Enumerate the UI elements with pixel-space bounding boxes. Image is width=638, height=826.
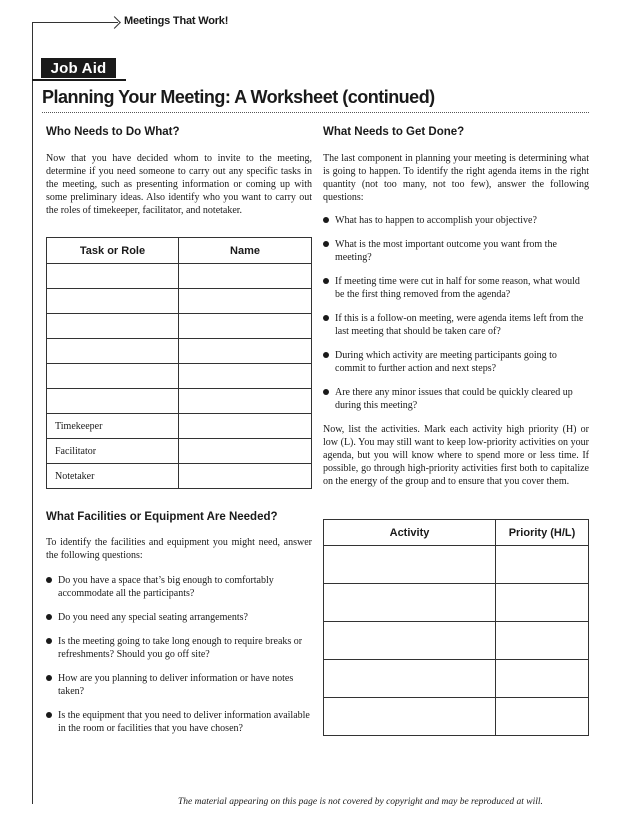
bullet-item	[323, 349, 589, 375]
task-table-row	[47, 439, 312, 464]
bullet-item	[46, 611, 312, 624]
task-table-row	[47, 339, 312, 364]
activity-table-body	[324, 546, 589, 736]
footer-note: The material appearing on this page is not covered by copyright and may be reproduced at will.	[178, 797, 543, 807]
bullet-item	[323, 275, 589, 301]
name-cell[interactable]	[179, 289, 312, 314]
priority-cell[interactable]	[496, 698, 589, 736]
task-table-row	[47, 414, 312, 439]
bullet-dot-icon	[46, 614, 52, 620]
job-aid-underline	[32, 79, 126, 81]
task-cell[interactable]	[47, 264, 179, 289]
activity-table-row	[324, 584, 589, 622]
task-col-header: Task or Role	[47, 238, 179, 264]
activity-col-header: Activity	[324, 520, 496, 546]
activity-cell[interactable]	[324, 584, 496, 622]
bullet-item	[323, 386, 589, 412]
agenda-bullet-list	[323, 214, 589, 412]
bullet-item	[323, 312, 589, 338]
bullet-dot-icon	[323, 217, 329, 223]
task-table-body	[47, 264, 312, 489]
bullet-text: What has to happen to accomplish your objective?	[335, 215, 537, 226]
name-cell[interactable]	[179, 464, 312, 489]
title-divider	[42, 112, 589, 113]
task-cell[interactable]: Notetaker	[47, 464, 179, 489]
facilities-heading: What Facilities or Equipment Are Needed?	[46, 511, 278, 523]
name-cell[interactable]	[179, 414, 312, 439]
agenda-heading: What Needs to Get Done?	[323, 126, 465, 138]
bullet-text: If meeting time were cut in half for some reason, what would be the first thing removed from the agenda?	[335, 276, 580, 300]
bullet-dot-icon	[46, 577, 52, 583]
activity-cell[interactable]	[324, 622, 496, 660]
bullet-item	[46, 635, 312, 661]
bullet-item	[323, 238, 589, 264]
facilities-bullet-list	[46, 574, 312, 735]
bullet-text: Are there any minor issues that could be quickly cleared up during this meeting?	[335, 387, 573, 411]
name-cell[interactable]	[179, 339, 312, 364]
page-title: Planning Your Meeting: A Worksheet (continued)	[42, 87, 435, 107]
task-cell[interactable]: Timekeeper	[47, 414, 179, 439]
task-table-row	[47, 314, 312, 339]
bullet-text: What is the most important outcome you want from the meeting?	[335, 239, 557, 263]
name-cell[interactable]	[179, 439, 312, 464]
bullet-text: If this is a follow-on meeting, were agenda items left from the last meeting that should be taken care of?	[335, 313, 584, 337]
bullet-dot-icon	[46, 638, 52, 644]
job-aid-badge: Job Aid	[41, 58, 116, 78]
task-table-row	[47, 289, 312, 314]
frame-line-vertical	[32, 22, 33, 804]
bullet-dot-icon	[323, 389, 329, 395]
bullet-dot-icon	[323, 352, 329, 358]
activity-cell[interactable]	[324, 698, 496, 736]
activity-table-row	[324, 660, 589, 698]
name-col-header: Name	[179, 238, 312, 264]
task-table-row	[47, 364, 312, 389]
bullet-text: Do you have a space that’s big enough to comfortably accommodate all the participants?	[58, 575, 274, 599]
facilities-section	[46, 511, 312, 735]
bullet-text: During which activity are meeting participants going to commit to further action and next steps?	[335, 350, 557, 374]
facilities-paragraph: To identify the facilities and equipment you might need, answer the following questions:	[46, 537, 312, 561]
bullet-text: Is the meeting going to take long enough to require breaks or refreshments? Should you go off site?	[58, 636, 303, 660]
task-table-row	[47, 464, 312, 489]
task-cell[interactable]	[47, 289, 179, 314]
frame-arrow-tick	[108, 16, 121, 29]
task-role-table	[46, 237, 312, 489]
who-heading: Who Needs to Do What?	[46, 126, 180, 138]
activity-table-row	[324, 622, 589, 660]
bullet-dot-icon	[323, 278, 329, 284]
who-section	[46, 126, 312, 217]
activity-table	[323, 519, 589, 736]
activities-paragraph: Now, list the activities. Mark each activity high priority (H) or low (L). You may still want to keep low-priority activities on your agenda, but you will know where to spend more or less time. If possible, go through high-priority activities first both to capitalize on the energy of the group and to ensure that you cover them.	[323, 424, 589, 487]
task-cell[interactable]	[47, 339, 179, 364]
bullet-dot-icon	[46, 712, 52, 718]
running-title: Meetings That Work!	[124, 15, 229, 27]
bullet-item	[46, 574, 312, 600]
task-cell[interactable]	[47, 389, 179, 414]
priority-cell[interactable]	[496, 622, 589, 660]
priority-cell[interactable]	[496, 546, 589, 584]
bullet-item	[46, 709, 312, 735]
frame-line-top	[32, 22, 118, 23]
bullet-dot-icon	[323, 315, 329, 321]
name-cell[interactable]	[179, 389, 312, 414]
agenda-section	[323, 126, 589, 488]
activity-table-row	[324, 698, 589, 736]
agenda-paragraph: The last component in planning your meeting is determining what is going to happen. To identify the right agenda items in the right quantity (not too many, not too few), answer the following questions:	[323, 153, 589, 203]
activity-cell[interactable]	[324, 546, 496, 584]
bullet-text: How are you planning to deliver information or have notes taken?	[58, 673, 294, 697]
priority-cell[interactable]	[496, 660, 589, 698]
bullet-dot-icon	[323, 241, 329, 247]
bullet-text: Is the equipment that you need to deliver information available in the room or facilities that you have chosen?	[58, 710, 310, 734]
name-cell[interactable]	[179, 264, 312, 289]
activity-cell[interactable]	[324, 660, 496, 698]
name-cell[interactable]	[179, 314, 312, 339]
task-table-row	[47, 389, 312, 414]
priority-cell[interactable]	[496, 584, 589, 622]
activity-table-row	[324, 546, 589, 584]
task-cell[interactable]	[47, 314, 179, 339]
task-cell[interactable]	[47, 364, 179, 389]
bullet-item	[323, 214, 589, 227]
bullet-item	[46, 672, 312, 698]
name-cell[interactable]	[179, 364, 312, 389]
priority-col-header: Priority (H/L)	[496, 520, 589, 546]
who-paragraph: Now that you have decided whom to invite to the meeting, determine if you need someone to carry out any specific tasks in the meeting, such as presenting information or coming up with some preliminary ideas. Also identify who you want to carry out the roles of timekeeper, facilitator, and notetaker.	[46, 153, 312, 216]
bullet-text: Do you need any special seating arrangements?	[58, 612, 248, 623]
task-cell[interactable]: Facilitator	[47, 439, 179, 464]
bullet-dot-icon	[46, 675, 52, 681]
task-table-row	[47, 264, 312, 289]
